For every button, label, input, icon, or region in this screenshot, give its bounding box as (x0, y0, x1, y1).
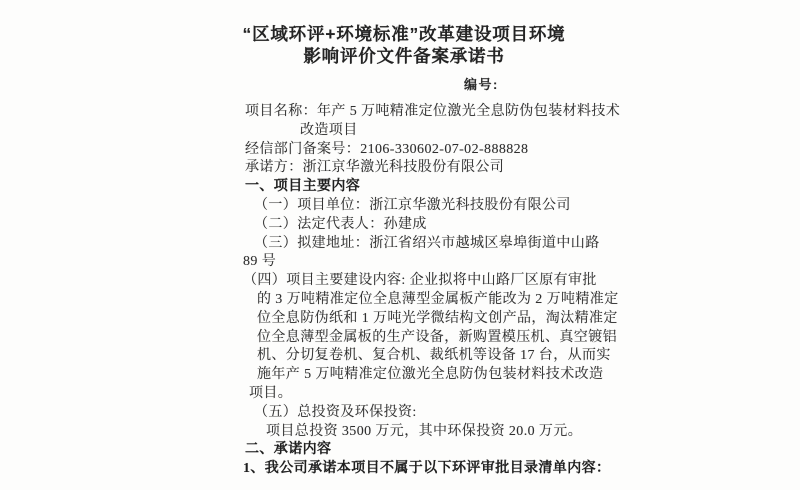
item-4-content-line-3: 位全息防伪纸和 1 万吨光学微结构文创产品，淘汰精准定 (257, 310, 618, 326)
item-3-address-line-1: （三）拟建地址：浙江省绍兴市越城区皋埠街道中山路 (254, 235, 600, 251)
promisor-line: 承诺方：浙江京华激光科技股份有限公司 (245, 160, 505, 176)
document-body (242, 103, 662, 479)
serial-number-label: 编号: (464, 77, 499, 92)
project-name-line-1: 项目名称：年产 5 万吨精准定位激光全息防伪包装材料技术 (245, 104, 621, 119)
item-2-legal-rep: （二）法定代表人：孙建成 (254, 216, 427, 232)
item-5-investment-head: （五）总投资及环保投资: (254, 404, 417, 420)
item-1-project-unit: （一）项目单位：浙江京华激光科技股份有限公司 (254, 197, 571, 213)
document-title-line-1: “区域环评+环境标准”改革建设项目环境 (242, 24, 566, 44)
section-1-heading: 一、项目主要内容 (245, 179, 361, 195)
investment-amount-line: 项目总投资 3500 万元，其中环保投资 20.0 万元。 (266, 423, 583, 439)
item-4-content-line-5: 机、分切复卷机、复合机、裁纸机等设备 17 台，从而实 (257, 348, 611, 364)
item-4-content-line-7: 项目。 (249, 385, 293, 401)
item-4-content-line-1: （四）项目主要建设内容: 企业拟将中山路厂区原有审批 (243, 273, 597, 289)
item-4-content-line-4: 位全息薄型金属板的生产设备，新购置模压机、真空镀铝 (257, 329, 617, 345)
commitment-item-1-line: 1、我公司承诺本项目不属于以下环评审批目录清单内容： (243, 461, 611, 477)
item-4-content-line-2: 的 3 万吨精准定位全息薄型金属板产能改为 2 万吨精准定 (257, 291, 619, 307)
item-3-address-line-2: 89 号 (243, 254, 277, 270)
item-4-content-line-6: 施年产 5 万吨精准定位激光全息防伪包装材料技术改造 (257, 367, 604, 383)
document-title-line-2: 影响评价文件备案承诺书 (303, 46, 505, 66)
filing-number-line: 经信部门备案号：2106-330602-07-02-888828 (245, 141, 529, 157)
section-2-heading: 二、承诺内容 (245, 442, 332, 458)
document-title (4, 23, 800, 67)
project-name-line-2: 改造项目 (300, 122, 358, 138)
